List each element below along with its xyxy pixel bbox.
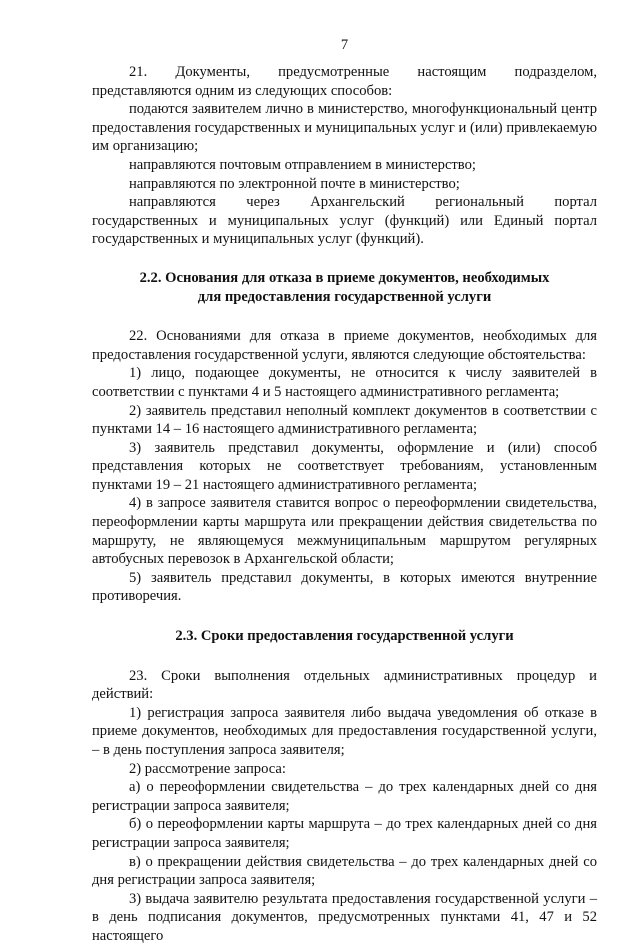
paragraph-23-item-3: 3) выдача заявителю результата предоставления государственной услуги – в день подписания документов, предусмотренных пунктами 41, 47 и 52 настоящего [92,890,597,944]
paragraph-23-item-1: 1) регистрация запроса заявителя либо выдача уведомления об отказе в приеме документов, необходимых для предоставления государственной услуги, – в день поступления запроса заявителя; [92,704,597,758]
paragraph-21-method-4: направляются через Архангельский региональный портал государственных и муниципальных услуг (функций) или Единый портал государственных и муниципальных услуг (функций). [92,194,597,248]
section-heading-2-2 [92,269,597,306]
paragraph-21-method-1: подаются заявителем лично в министерство, многофункциональный центр предоставления государственных и муниципальных услуг и (или) привлекаемую им организацию; [92,101,597,155]
paragraph-23-item-2v: в) о прекращении действия свидетельства – до трех календарных дней со дня регистрации запроса заявителя; [92,853,597,889]
paragraph-22-item-2: 2) заявитель представил неполный комплект документов в соответствии с пунктами 14 – 16 настоящего административного регламента; [92,402,597,438]
page-number: 7 [340,37,349,53]
paragraph-22: 22. Основаниями для отказа в приеме документов, необходимых для предоставления государственной услуги, являются следующие обстоятельства: [92,328,597,363]
paragraph-22-item-3: 3) заявитель представил документы, оформление и (или) способ представления которых не соответствует требованиям, установленным пунктами 19 – 21 настоящего административного регламента; [92,439,597,493]
section-heading-2-3: 2.3. Сроки предоставления государственной услуги [175,628,514,645]
section-heading-2-2-line-2: для предоставления государственной услуги [197,288,492,305]
paragraph-21-method-2: направляются почтовым отправлением в министерство; [129,156,476,173]
paragraph-22-item-4: 4) в запросе заявителя ставится вопрос о переоформлении свидетельства, переоформлении карты маршрута или прекращении действия свидетельства по маршруту, не являющемуся межмуниципальным маршрутом регулярных автобусных перевозок в Архангельской области; [92,495,597,568]
paragraph-22-item-5: 5) заявитель представил документы, в которых имеются внутренние противоречия. [92,569,597,605]
section-heading-2-2-line-1: 2.2. Основания для отказа в приеме документов, необходимых [139,269,550,286]
paragraph-21: 21. Документы, предусмотренные настоящим подразделом, представляются одним из следующих способов: [92,64,597,99]
document-body [92,63,597,946]
paragraph-23-item-2b: б) о переоформлении карты маршрута – до трех календарных дней со дня регистрации запроса заявителя; [92,816,597,851]
paragraph-23: 23. Сроки выполнения отдельных административных процедур и действий: [92,667,597,703]
paragraph-21-method-3: направляются по электронной почте в министерство; [129,175,460,192]
paragraph-22-item-1: 1) лицо, подающее документы, не относится к числу заявителей в соответствии с пунктами 4 и 5 настоящего административного регламента; [92,365,597,400]
paragraph-23-item-2: 2) рассмотрение запроса: [129,760,286,777]
paragraph-23-item-2a: а) о переоформлении свидетельства – до трех календарных дней со дня регистрации запроса заявителя; [92,779,597,814]
